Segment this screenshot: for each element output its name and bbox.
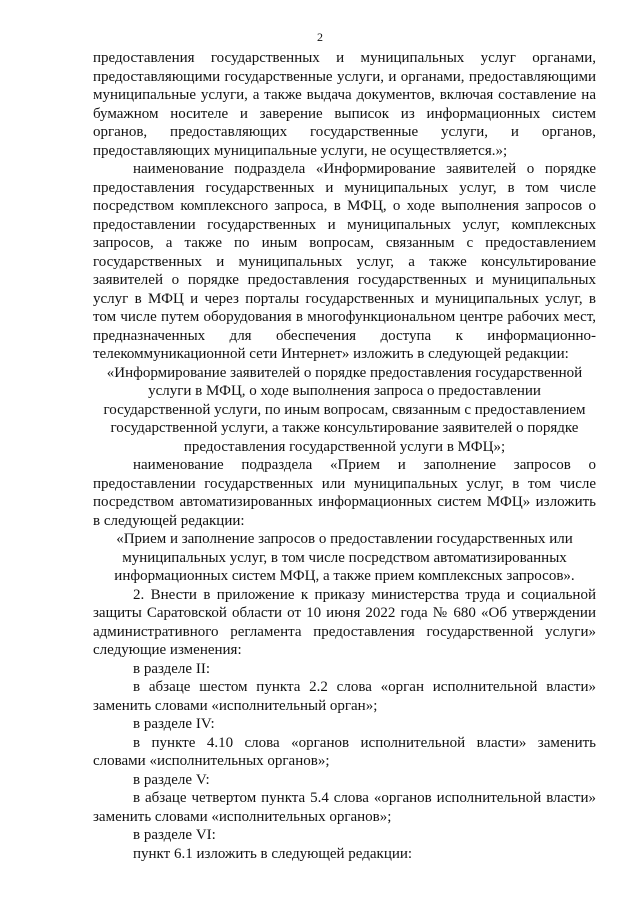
page-number: 2	[317, 30, 323, 44]
paragraph-section-ii-change: в абзаце шестом пункта 2.2 слова «орган исполнительной власти» заменить словами «исполнительный орган»;	[93, 679, 596, 714]
quoted-heading-reception: «Прием и заполнение запросов о предоставлении государственных или муниципальных услуг, в том числе посредством автоматизированных информационных систем МФЦ, а также прием комплексных запросов».	[114, 531, 575, 584]
paragraph-section-vi-change: пункт 6.1 изложить в следующей редакции:	[133, 845, 413, 862]
paragraph-section-iv-change: в пункте 4.10 слова «органов исполнительной власти» заменить словами «исполнительных органов»;	[93, 734, 596, 769]
paragraph-continuation: предоставления государственных и муниципальных услуг органами, предоставляющими государственные услуги, и органами, предоставляющими муниципальные услуги, а также выдача документов, включая составление на бумажном носителе и заверение выписок из информационных систем органов, предоставляющих государственные услуги, и органов, предоставляющих муниципальные услуги, не осуществляется.»;	[93, 50, 596, 159]
document-body	[93, 49, 596, 863]
quoted-heading-informing: «Информирование заявителей о порядке предоставления государственной услуги в МФЦ, о ходе выполнения запроса о предоставлении государственной услуги, по иным вопросам, связанным с предоставлением государственной услуги, а также консультирование заявителей о порядке предоставления государственной услуги в МФЦ»;	[103, 364, 586, 455]
paragraph-section-iv: в разделе IV:	[133, 716, 215, 732]
paragraph-subsection-name-informing: наименование подраздела «Информирование заявителей о порядке предоставления государственных и муниципальных услуг, в том числе посредством комплексного запроса, в МФЦ, о ходе выполнения запросов о предоставлении государственных и муниципальных услуг, комплексных запросов, а также по иным вопросам, связанным с предоставлением государственных и муниципальных услуг, а также консультирование заявителей о порядке предоставления государственных и муниципальных услуг в МФЦ и через порталы государственных и муниципальных услуг, в том числе путем оборудования в многофункциональном центре рабочих мест, предназначенных для обеспечения доступа к информационно-телекоммуникационной сети Интернет» изложить в следующей редакции:	[93, 161, 596, 362]
paragraph-section-vi: в разделе VI:	[133, 827, 216, 843]
paragraph-section-v: в разделе V:	[133, 771, 210, 788]
paragraph-section-v-change: в абзаце четвертом пункта 5.4 слова «органов исполнительной власти» заменить словами «исполнительных органов»;	[93, 790, 596, 825]
paragraph-item-2: 2. Внести в приложение к приказу министерства труда и социальной защиты Саратовской области от 10 июня 2022 года № 680 «Об утверждении административного регламента предоставления государственной услуги» следующие изменения:	[93, 586, 596, 658]
paragraph-section-ii: в разделе II:	[133, 660, 210, 677]
paragraph-subsection-name-reception: наименование подраздела «Прием и заполнение запросов о предоставлении государственных или муниципальных услуг, в том числе посредством автоматизированных информационных систем МФЦ» изложить в следующей редакции:	[93, 457, 596, 529]
